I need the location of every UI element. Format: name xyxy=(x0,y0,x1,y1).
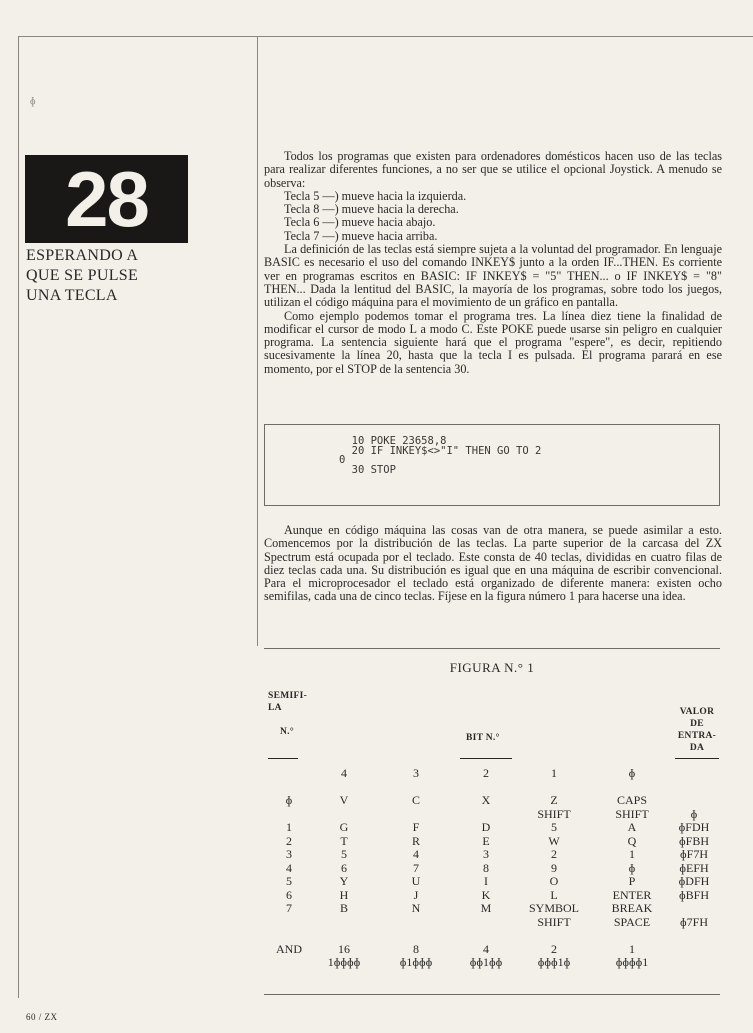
frame-left-rule xyxy=(18,36,19,998)
header-gap xyxy=(268,714,307,726)
table-cell: W xyxy=(548,833,560,848)
table-cell: 2 xyxy=(551,941,557,956)
table-row xyxy=(264,901,720,915)
table-row xyxy=(264,807,720,821)
table-cell: ɸ xyxy=(690,806,698,821)
header-line: DE xyxy=(690,719,704,729)
table-cell: R xyxy=(411,833,420,848)
table-cell: ɸɸɸ1ɸ xyxy=(537,955,571,969)
table-row xyxy=(264,820,720,834)
header-semifila xyxy=(268,690,307,738)
table-cell: 1 xyxy=(629,941,635,956)
table-cell: ɸ xyxy=(285,793,293,807)
header-line: LA xyxy=(268,703,282,713)
table-cell: 7 xyxy=(286,901,292,915)
margin-mark: ɸ xyxy=(30,96,36,107)
header-line: VALOR xyxy=(679,707,715,717)
table-cell: 16 xyxy=(338,941,350,956)
table-cell: H xyxy=(339,887,349,902)
table-cell: ɸ xyxy=(628,766,636,780)
paragraph: Aunque en código máquina las cosas van de otra manera, se puede asimilar a esto. Comencemos por la distribución de las teclas. La parte superior de la carcasa del ZX Spectrum está ocupada por el teclado. Este consta de 40 teclas, divididas en cuatro filas de diez teclas cada una. Su distribución es igual que en una máquina de escribir convencional. Para el microprocesador el teclado está organizado de diferente manera: existen ocho semifilas, cada una de cinco teclas. Fíjese en la figura número 1 para hacerse una idea. xyxy=(264,523,722,604)
header-line: SEMIFI- xyxy=(268,691,308,701)
paragraph: La definición de las teclas está siempre sujeta a la voluntad del programador. En lenguaje BASIC es necesario el uso del comando INKEY$ junto a la orden IF...THEN. Es corriente ver en programas escritos en BASIC: IF INKEY$ = "5" THEN... o IF INKEY$ = "8" THEN... Dada la lentitud del BASIC, la mayoría de los programas, sobre todo los juegos, utilizan el código máquina para el movimiento de un gráfico en pantalla. xyxy=(264,242,722,310)
table-cell: 4 xyxy=(286,860,292,875)
table-row xyxy=(264,834,720,848)
table-cell: 8 xyxy=(413,941,419,956)
table-cell: 2 xyxy=(483,766,489,780)
table-cell: ɸDFH xyxy=(678,874,710,888)
table-cell: O xyxy=(549,874,559,888)
table-cell: 1 xyxy=(286,820,292,834)
table-row xyxy=(264,942,720,956)
code-listing xyxy=(264,424,720,506)
table-cell: A xyxy=(627,820,637,834)
figure-bottom-rule xyxy=(264,994,720,995)
table-cell: 5 xyxy=(341,847,347,861)
table-cell: SHIFT xyxy=(537,806,571,821)
table-cell: CAPS xyxy=(616,793,648,807)
header-underline xyxy=(460,758,512,759)
header-line: N.° xyxy=(280,727,294,737)
page-footer: 60 / ZX xyxy=(26,1012,58,1022)
table-cell: ɸɸɸɸ1 xyxy=(615,955,649,969)
header-line: ENTRA- xyxy=(677,731,717,741)
table-cell: 4 xyxy=(483,941,489,956)
table-cell: B xyxy=(339,901,348,915)
figure-top-rule xyxy=(264,648,720,649)
table-cell: 8 xyxy=(483,860,489,875)
table-row xyxy=(264,915,720,929)
table-cell: V xyxy=(339,793,349,807)
table-cell: 6 xyxy=(341,860,347,875)
table-cell: U xyxy=(411,874,421,888)
frame-top-rule xyxy=(18,36,753,37)
table-row xyxy=(264,874,720,888)
table-row xyxy=(264,847,720,861)
table-cell: 4 xyxy=(341,766,347,780)
header-line: DA xyxy=(689,743,705,753)
table-cell: Z xyxy=(550,793,558,807)
table-cell: 1 xyxy=(551,766,557,780)
table-cell: D xyxy=(481,820,491,834)
body-text-2 xyxy=(264,524,722,604)
table-cell: ɸFDH xyxy=(678,820,710,834)
table-cell: L xyxy=(550,887,558,902)
intro-text xyxy=(264,150,722,376)
table-cell: 2 xyxy=(551,847,557,861)
table-cell: F xyxy=(412,820,420,834)
table-cell: 6 xyxy=(286,887,292,902)
paragraph: Todos los programas que existen para ordenadores domésticos hacen uso de las teclas para realizar diferentes funciones, a no ser que se utilice el opcional Joystick. A menudo se observa: xyxy=(264,149,722,190)
paragraph: Como ejemplo podemos tomar el programa tres. La línea diez tiene la finalidad de modificar el cursor de modo L a modo C. Este POKE puede usarse sin peligro en cualquier programa. La sentencia siguiente hará que el programa "espere", es decir, repitiendo sucesivamente la línea 20, hasta que la tecla I es pulsada. El programa parará en ese momento, por el STOP de la sentencia 30. xyxy=(264,308,722,376)
table-cell: SYMBOL xyxy=(528,901,579,915)
table-cell: 3 xyxy=(286,847,292,861)
header-underline xyxy=(268,758,298,759)
table-cell: SHIFT xyxy=(615,806,649,821)
table-cell: SPACE xyxy=(613,914,651,929)
header-underline xyxy=(675,758,719,759)
key-list-item: Tecla 5 —) mueve hacia la izquierda. xyxy=(284,188,467,203)
table-cell: E xyxy=(482,833,490,848)
table-cell: ɸEFH xyxy=(679,860,709,875)
code-text: 10 POKE 23658,8 20 IF INKEY$<>"I" THEN GO TO 2 0 30 STOP xyxy=(339,435,542,476)
table-cell: K xyxy=(481,887,491,902)
figure-title: FIGURA N.° 1 xyxy=(449,660,535,675)
key-list-item: Tecla 6 —) mueve hacia abajo. xyxy=(284,215,436,230)
table-cell: I xyxy=(484,874,488,888)
table-cell: C xyxy=(411,793,420,807)
table-row xyxy=(264,766,720,780)
table-cell: ɸɸ1ɸɸ xyxy=(469,955,503,969)
table-cell: T xyxy=(340,833,348,848)
table-cell: ɸ7FH xyxy=(680,914,708,929)
section-title xyxy=(26,246,226,306)
table-cell: ɸF7H xyxy=(680,847,708,861)
table-cell: ɸ xyxy=(628,860,636,875)
table-cell: 5 xyxy=(286,874,292,888)
table-cell: BREAK xyxy=(611,901,653,915)
header-bit: BIT N.° xyxy=(466,733,500,743)
table-cell: 4 xyxy=(413,847,419,861)
table-cell: 1ɸɸɸɸ xyxy=(327,955,361,969)
table-cell: AND xyxy=(276,941,302,956)
header-valor xyxy=(672,706,722,754)
table-cell: 5 xyxy=(551,820,557,834)
table-cell: 3 xyxy=(483,847,489,861)
table-cell: ɸBFH xyxy=(679,887,709,902)
table-cell: J xyxy=(413,887,419,902)
table-row xyxy=(264,928,720,942)
table-cell: 3 xyxy=(413,766,419,780)
table-cell: P xyxy=(628,874,636,888)
table-cell: Q xyxy=(627,833,637,848)
section-number: 28 xyxy=(25,155,188,243)
section-title-line: UNA TECLA xyxy=(26,287,118,304)
table-cell: ɸFBH xyxy=(679,833,709,848)
table-cell: X xyxy=(481,793,491,807)
table-cell: M xyxy=(480,901,492,915)
table-cell: ɸ1ɸɸɸ xyxy=(399,955,433,969)
table-cell: SHIFT xyxy=(537,914,571,929)
section-title-line: QUE SE PULSE xyxy=(26,267,139,284)
table-row xyxy=(264,861,720,875)
table-cell: G xyxy=(339,820,349,834)
table-row xyxy=(264,888,720,902)
semifila-table xyxy=(264,766,720,969)
table-cell: 7 xyxy=(413,860,419,875)
table-cell: 2 xyxy=(286,833,292,848)
table-cell: Y xyxy=(339,874,349,888)
section-title-line: ESPERANDO A xyxy=(26,247,139,264)
table-row xyxy=(264,793,720,807)
column-divider xyxy=(257,36,258,646)
table-row xyxy=(264,955,720,969)
key-list-item: Tecla 7 —) mueve hacia arriba. xyxy=(284,228,438,243)
table-row xyxy=(264,780,720,794)
table-cell: N xyxy=(411,901,421,915)
table-cell: ENTER xyxy=(612,887,652,902)
table-cell: 1 xyxy=(629,847,635,861)
table-cell: 9 xyxy=(551,860,557,875)
key-list-item: Tecla 8 —) mueve hacia la derecha. xyxy=(284,202,459,217)
